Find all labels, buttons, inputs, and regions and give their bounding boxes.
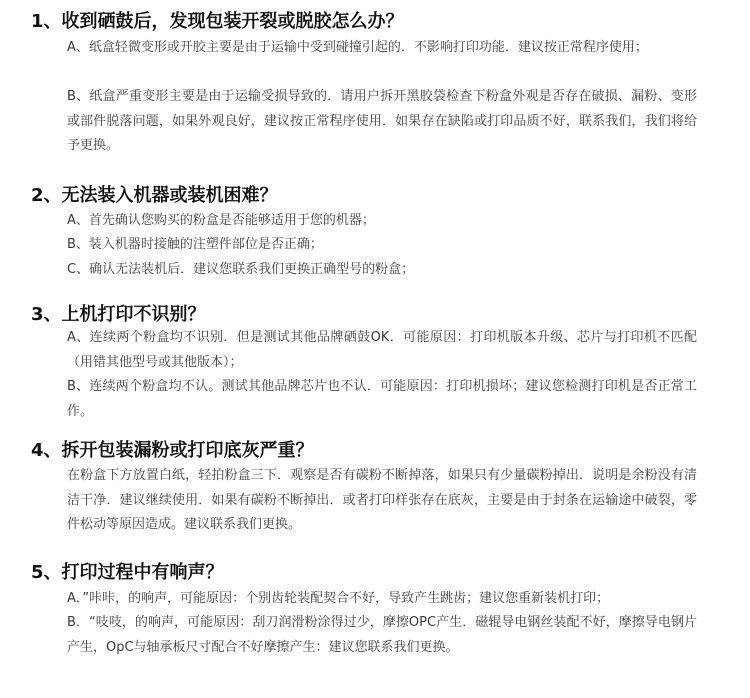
- answer-paragraph: B、装入机器时接触的注塑件部位是否正确；: [67, 237, 323, 252]
- answer-paragraph: B、连续两个粉盒均不认。测试其他品牌芯片也不认．可能原因：打印机损坏；建议您检测打印机是否正常工作。: [67, 379, 697, 419]
- answer-paragraph: A、首先确认您购买的粉盒是否能够适用于您的机器；: [67, 213, 375, 228]
- answer-paragraph: A．”咔咔，的响声，可能原因：个别齿轮装配契合不好，导致产生跳齿；建议您重新装机打印；: [67, 591, 610, 606]
- answer-paragraph: A、连续两个粉盒均不识别．但是测试其他品牌硒鼓OK．可能原因：打印机版本升级、芯片与打印机不匹配（用错其他型号或其他版本）；: [67, 330, 697, 370]
- answer-paragraph: C、确认无法装机后．建议您联系我们更换正确型号的粉盒；: [67, 262, 415, 277]
- answer-paragraph: B．“吱吱，的响声，可能原因：刮刀润滑粉涂得过少，摩擦OPC产生．磁辊导电钢丝装配不好，摩擦导电钢片产生，OpC与轴承板尺寸配合不好摩擦产生：建议您联系我们更换。: [67, 615, 697, 655]
- question-title: 2、无法装入机器或装机困难？: [31, 185, 278, 206]
- answer-paragraph: 在粉盒下方放置白纸，轻拍粉盒三下．观察是否有碳粉不断掉落，如果只有少量碳粉掉出．说明是余粉没有清洁干净．建议继续使用．如果有碳粉不断掉出．或者打印样张存在底灰，主要是由于封条在运输途中破裂，零件松动等原因造成。建议联系我们更换。: [67, 468, 697, 532]
- question-title: 1、收到硒鼓后，发现包装开裂或脱胶怎么办？: [31, 11, 404, 32]
- question-title: 5、打印过程中有响声？: [31, 562, 224, 583]
- answer-paragraph: B、纸盒严重变形主要是由于运输受损导致的．请用户拆开黑胶袋检查下粉盒外观是否存在破损、漏粉、变形或部件脱落问题，如果外观良好，建议按正常程序使用．如果存在缺陷或打印品质不好，联系我们，我们将给予更换。: [67, 89, 697, 153]
- question-title: 4、拆开包装漏粉或打印底灰严重？: [31, 440, 314, 461]
- question-title: 3、上机打印不识别？: [31, 304, 206, 325]
- answer-paragraph: A、纸盒轻微变形或开胶主要是由于运输中受到碰撞引起的．不影响打印功能．建议按正常程序使用；: [67, 40, 648, 55]
